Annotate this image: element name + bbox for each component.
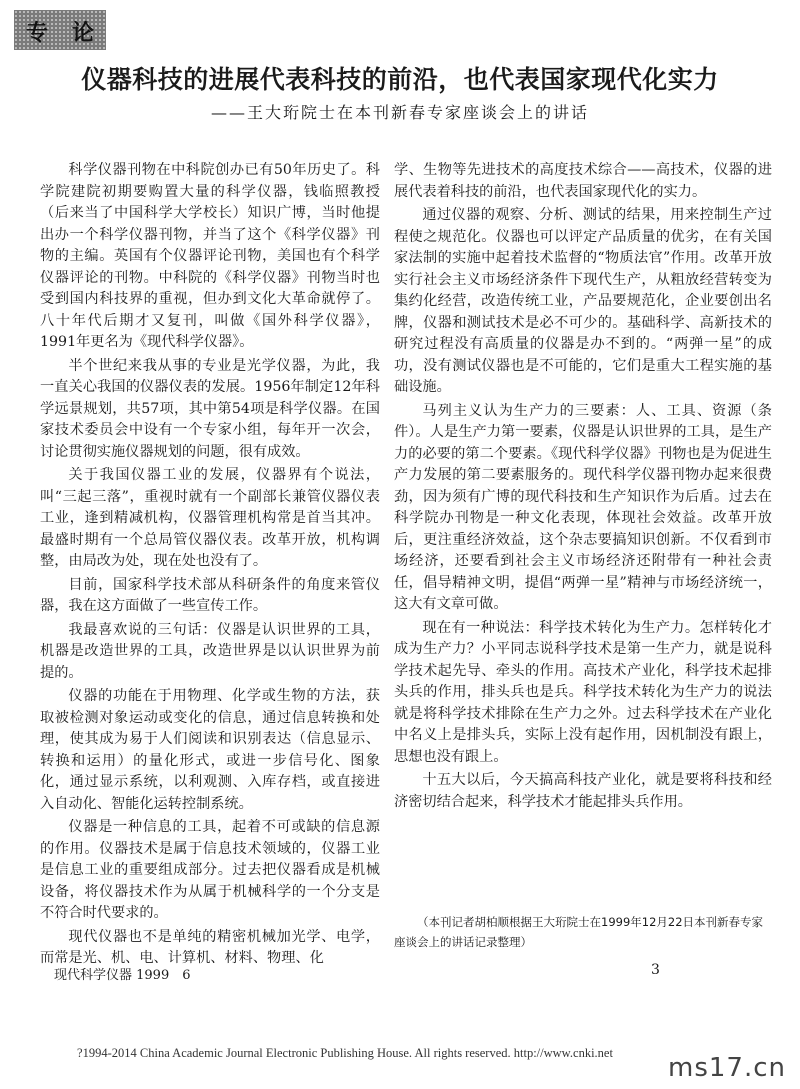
section-tag-char-1: 专	[26, 21, 49, 46]
body-paragraph: 马列主义认为生产力的三要素：人、工具、资源（条件）。人是生产力第一要素，仪器是认识世界的工具，是生产力的必要的第二个要素。《现代科学仪器》刊物也是为促进生产力发展的第二要素服务的。现代科学仪器刊物办起来很费劲，因为须有广博的现代科技和生产知识作为后盾。过去在科学院办刊物是一种文化表现，体现社会效益。改革开放后，更注重经济效益，这个杂志要搞知识创新。不仅看到市场经济，还要看到社会主义市场经济还附带有一种社会责任，倡导精神文明，提倡“两弹一星”精神与市场经济统一，这大有文章可做。	[394, 402, 772, 612]
section-tag	[14, 10, 106, 50]
section-tag-char-2: 论	[72, 21, 95, 46]
body-paragraph: 通过仪器的观察、分析、测试的结果，用来控制生产过程使之规范化。仪器也可以评定产品质量的优劣，在有关国家法制的实施中起着技术监督的“物质法官”作用。改革开放实行社会主义市场经济条件下现代生产，从粗放经营转变为集约化经营，改造传统工业，产品要规范化，企业要创出名牌，仪器和测试技术是必不可少的。基础科学、高新技术的研究过程没有高质量的仪器是办不到的。“两弹一星”的成功，没有测试仪器也是不可能的，它们是重大工程实施的基础设施。	[394, 207, 772, 395]
body-paragraph: 我最喜欢说的三句话：仪器是认识世界的工具，机器是改造世界的工具，改造世界是以认识世界为前提的。	[40, 621, 380, 681]
body-paragraph: 半个世纪来我从事的专业是光学仪器，为此，我一直关心我国的仪器仪表的发展。1956年制定12年科学远景规划，共57项，其中第54项是科学仪器。在国家技术委员会中设有一个专家小组，每年开一次会，讨论贯彻实施仪器规划的问题，很有成效。	[40, 357, 380, 460]
left-column	[40, 160, 380, 972]
footer-journal: 现代科学仪器 1999 6	[54, 968, 191, 983]
body-paragraph: 现在有一种说法：科学技术转化为生产力。怎样转化才成为生产力？小平同志说科学技术是第一生产力，就是说科学技术起先导、牵头的作用。高技术产业化，科学技术起排头兵的作用，排头兵也是兵。科学技术转化为生产力的说法就是将科学技术排除在生产力之外。过去科学技术在产业化中名义上是排头兵，实际上没有起作用，因机制没有跟上，思想也没有跟上。	[394, 619, 772, 765]
body-paragraph: 现代仪器也不是单纯的精密机械加光学、电学，而常是光、机、电、计算机、材料、物理、化	[40, 928, 380, 966]
body-paragraph: 学、生物等先进技术的高度技术综合——高技术，仪器的进展代表着科技的前沿，也代表国家现代化的实力。	[394, 162, 772, 200]
body-paragraph: 科学仪器刊物在中科院创办已有50年历史了。科学院建院初期要购置大量的科学仪器，钱临照教授（后来当了中国科学大学校长）知识广博，当时他提出办一个科学仪器刊物，并当了这个《科学仪器》刊物的主编。英国有个仪器评论刊物，美国也有个科学仪器评论的刊物。中科院的《科学仪器》刊物当时也受到国内科技界的重视，但办到文化大革命就停了。八十年代后期才又复刊，叫做《国外科学仪器》，1991年更名为《现代科学仪器》。	[40, 162, 380, 350]
body-paragraph: 目前，国家科学技术部从科研条件的角度来管仪器，我在这方面做了一些宣传工作。	[40, 576, 380, 614]
body-paragraph: 仪器的功能在于用物理、化学或生物的方法，获取被检测对象运动或变化的信息，通过信息转换和处理，使其成为易于人们阅读和识别表达（信息显示、转换和运用）的量化形式，或进一步信号化、图象化，通过显示系统，以利观测、入库存档，或直接进入自动化、智能化运转控制系统。	[40, 688, 380, 812]
page-number: 3	[651, 962, 660, 978]
right-column	[394, 160, 772, 815]
body-paragraph: 仪器是一种信息的工具，起着不可或缺的信息源的作用。仪器技术是属于信息技术领域的，仪器工业是信息工业的重要组成部分。过去把仪器看成是机械设备，将仪器技术作为从属于机械科学的一个分支是不符合时代要求的。	[40, 819, 380, 921]
body-paragraph: 关于我国仪器工业的发展，仪器界有个说法，叫“三起三落”，重视时就有一个副部长兼管仪器仪表工业，逢到精减机构，仪器管理机构常是首当其冲。最盛时期有一个总局管仪器仪表。改革开放，机构调整，由局改为处，现在处也没有了。	[40, 467, 380, 569]
body-paragraph: 十五大以后，今天搞高科技产业化，就是要将科技和经济密切结合起来，科学技术才能起排头兵作用。	[394, 772, 772, 810]
editor-note: （本刊记者胡柏顺根据王大珩院士在1999年12月22日本刊新春专家座谈会上的讲话记录整理）	[394, 915, 764, 949]
watermark-logo: ms17.cn	[668, 1053, 786, 1083]
article-subtitle: ——王大珩院士在本刊新春专家座谈会上的讲话	[210, 103, 589, 122]
article-title: 仪器科技的进展代表科技的前沿，也代表国家现代化实力	[81, 65, 719, 94]
copyright-line: ?1994-2014 China Academic Journal Electronic Publishing House. All rights reserved. http://www.cnki.net	[77, 1046, 613, 1060]
